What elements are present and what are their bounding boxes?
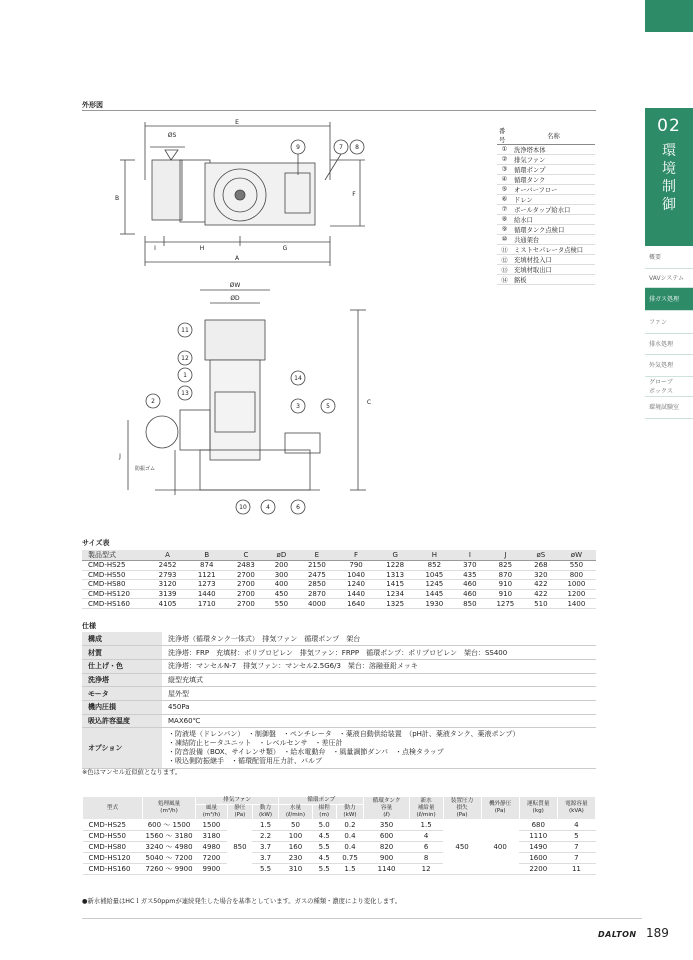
size-cell: 870 bbox=[486, 570, 525, 580]
perf-pump-power: 1.5 bbox=[336, 864, 364, 875]
size-col-header: H bbox=[415, 550, 454, 561]
size-cell: 852 bbox=[415, 561, 454, 571]
perf-pump-power: 0.4 bbox=[336, 831, 364, 842]
perf-header-op-weight: 運転質量 (kg) bbox=[519, 797, 557, 820]
spec-table-body bbox=[82, 632, 596, 769]
perf-airflow: 1560 〜 3180 bbox=[143, 831, 196, 842]
spec-row bbox=[82, 714, 596, 728]
size-cell: 422 bbox=[525, 589, 557, 599]
spec-row bbox=[82, 659, 596, 673]
spec-key: 洗浄塔 bbox=[82, 673, 162, 687]
perf-power: 7 bbox=[557, 842, 595, 853]
perf-airflow: 7260 〜 9900 bbox=[143, 864, 196, 875]
part-number: ⑥ bbox=[497, 195, 512, 205]
parts-row bbox=[497, 255, 595, 265]
perf-fan-power: 1.5 bbox=[252, 820, 278, 831]
dim-label: ØD bbox=[230, 295, 240, 302]
callout: 12 bbox=[181, 355, 189, 362]
chapter-tab[interactable] bbox=[645, 108, 693, 246]
callout: 6 bbox=[296, 504, 300, 511]
perf-fan-power: 3.7 bbox=[252, 853, 278, 864]
size-cell: 1313 bbox=[376, 570, 415, 580]
perf-header-airflow: 処理風量 (m³/h) bbox=[143, 797, 196, 820]
spec-row bbox=[82, 700, 596, 714]
perf-header-make-water: 新水 補給量 (ℓ/min) bbox=[409, 797, 443, 820]
table-row bbox=[83, 842, 596, 853]
nav-item-exhaust-gas[interactable]: 排ガス処理 bbox=[645, 288, 693, 311]
perf-tank: 820 bbox=[364, 842, 409, 853]
spec-value: MAX60℃ bbox=[162, 714, 596, 728]
part-number: ⑧ bbox=[497, 215, 512, 225]
parts-body bbox=[497, 145, 595, 285]
perf-pump-head: 4.5 bbox=[312, 831, 336, 842]
perf-pump-head: 5.0 bbox=[312, 820, 336, 831]
spec-row bbox=[82, 687, 596, 701]
size-cell: 790 bbox=[336, 561, 375, 571]
size-cell: 550 bbox=[265, 599, 297, 609]
perf-pump-head: 4.5 bbox=[312, 853, 336, 864]
perf-loss: 450 bbox=[443, 820, 481, 875]
spec-row bbox=[82, 632, 596, 646]
table-row bbox=[82, 561, 596, 571]
perf-pump-power: 0.2 bbox=[336, 820, 364, 831]
size-cell: 1400 bbox=[557, 599, 596, 609]
perf-airflow: 3240 〜 4980 bbox=[143, 842, 196, 853]
part-number: ① bbox=[497, 145, 512, 155]
size-cell: 2452 bbox=[148, 561, 187, 571]
size-cell: 2700 bbox=[226, 570, 265, 580]
part-number: ⑪ bbox=[497, 245, 512, 255]
part-name: 洗浄塔本体 bbox=[512, 145, 595, 155]
perf-header-loss: 装置圧力 損失 (Pa) bbox=[443, 797, 481, 820]
size-cell: 2700 bbox=[226, 589, 265, 599]
perf-fan-air: 1500 bbox=[196, 820, 228, 831]
size-col-header: C bbox=[226, 550, 265, 561]
perf-op-weight: 2200 bbox=[519, 864, 557, 875]
spec-key: 構成 bbox=[82, 632, 162, 646]
section-title-size: サイズ表 bbox=[82, 539, 110, 547]
perf-op-weight: 1110 bbox=[519, 831, 557, 842]
perf-header-model: 型式 bbox=[83, 797, 143, 820]
table-row bbox=[83, 820, 596, 831]
part-name: ドレン bbox=[512, 195, 595, 205]
size-col-header: B bbox=[187, 550, 226, 561]
size-cell: 450 bbox=[265, 589, 297, 599]
size-cell: 1325 bbox=[376, 599, 415, 609]
nav-item-overview[interactable]: 概要 bbox=[645, 246, 693, 269]
size-cell: 1930 bbox=[415, 599, 454, 609]
size-cell: 460 bbox=[454, 589, 486, 599]
perf-fan-power: 5.5 bbox=[252, 864, 278, 875]
dim-label: I bbox=[154, 245, 156, 252]
size-cell: 422 bbox=[525, 580, 557, 590]
part-number: ② bbox=[497, 155, 512, 165]
spec-row bbox=[82, 646, 596, 660]
part-number: ④ bbox=[497, 175, 512, 185]
table-row bbox=[82, 580, 596, 590]
spec-value: 洗浄塔：マンセルN-7 排気ファン：マンセル2.5G6/3 架台：溶融亜鉛メッキ bbox=[162, 659, 596, 673]
size-cell: 910 bbox=[486, 589, 525, 599]
perf-pump-water: 230 bbox=[279, 853, 313, 864]
size-cell: 1275 bbox=[486, 599, 525, 609]
parts-row bbox=[497, 265, 595, 275]
perf-fan-air: 4980 bbox=[196, 842, 228, 853]
size-table bbox=[82, 550, 596, 609]
size-cell: 2700 bbox=[226, 599, 265, 609]
part-number: ⑦ bbox=[497, 205, 512, 215]
spec-key: 材質 bbox=[82, 646, 162, 660]
size-cell: 1710 bbox=[187, 599, 226, 609]
perf-airflow: 5040 〜 7200 bbox=[143, 853, 196, 864]
size-cell: 1445 bbox=[415, 589, 454, 599]
page-number: 189 bbox=[646, 926, 669, 940]
size-cell: 1000 bbox=[557, 580, 596, 590]
part-name: 共通架台 bbox=[512, 235, 595, 245]
callout: 13 bbox=[181, 390, 189, 397]
perf-power: 5 bbox=[557, 831, 595, 842]
perf-table-body bbox=[83, 820, 596, 875]
parts-row bbox=[497, 145, 595, 155]
callout: 3 bbox=[296, 403, 300, 410]
perf-pump-water: 310 bbox=[279, 864, 313, 875]
dim-label: H bbox=[199, 245, 205, 252]
table-row bbox=[83, 831, 596, 842]
nav-item-vav[interactable]: VAVシステム bbox=[645, 269, 693, 288]
perf-fan-power: 3.7 bbox=[252, 842, 278, 853]
part-number: ⑫ bbox=[497, 255, 512, 265]
dim-label: J bbox=[119, 453, 121, 460]
part-name: 循環ポンプ bbox=[512, 165, 595, 175]
perf-model: CMD-HS50 bbox=[83, 831, 143, 842]
section-title-spec: 仕様 bbox=[82, 622, 96, 630]
size-cell: 800 bbox=[557, 570, 596, 580]
size-col-header: øS bbox=[525, 550, 557, 561]
part-name: 循環タンク点検口 bbox=[512, 225, 595, 235]
size-cell: CMD-HS25 bbox=[82, 561, 148, 571]
size-col-header: G bbox=[376, 550, 415, 561]
perf-pump-water: 50 bbox=[279, 820, 313, 831]
size-cell: CMD-HS160 bbox=[82, 599, 148, 609]
dim-label: G bbox=[282, 245, 288, 252]
parts-row bbox=[497, 165, 595, 175]
spec-value: 洗浄塔：FRP 充填材：ポリプロピレン 排気ファン：FRPP 循環ポンプ：ポリプロピレン 架台：SS400 bbox=[162, 646, 596, 660]
perf-pump-head: 5.5 bbox=[312, 842, 336, 853]
size-cell: 1415 bbox=[376, 580, 415, 590]
callout: 4 bbox=[266, 504, 270, 511]
perf-pump-power: 0.4 bbox=[336, 842, 364, 853]
nav-item-glovebox[interactable]: グローブ ボックス bbox=[645, 377, 693, 397]
size-cell: 1440 bbox=[336, 589, 375, 599]
parts-row bbox=[497, 195, 595, 205]
size-table-body bbox=[82, 561, 596, 609]
size-cell: 1273 bbox=[187, 580, 226, 590]
dim-label: ØW bbox=[229, 282, 241, 289]
perf-model: CMD-HS25 bbox=[83, 820, 143, 831]
dim-label: E bbox=[235, 119, 239, 126]
size-cell: 3120 bbox=[148, 580, 187, 590]
size-table-header bbox=[82, 550, 596, 561]
perf-header-tank: 循環タンク 容量 (ℓ) bbox=[364, 797, 409, 820]
size-cell: 268 bbox=[525, 561, 557, 571]
size-cell: 300 bbox=[265, 570, 297, 580]
callout: 14 bbox=[294, 375, 302, 382]
part-number: ⑤ bbox=[497, 185, 512, 195]
spec-key: 仕上げ・色 bbox=[82, 659, 162, 673]
table-row bbox=[83, 853, 596, 864]
perf-pump-water: 160 bbox=[279, 842, 313, 853]
size-col-header: øD bbox=[265, 550, 297, 561]
perf-fan-air: 9900 bbox=[196, 864, 228, 875]
size-cell: 1240 bbox=[336, 580, 375, 590]
perf-tank: 1140 bbox=[364, 864, 409, 875]
nav-item-fan[interactable]: ファン bbox=[645, 311, 693, 334]
spec-row bbox=[82, 728, 596, 769]
nav-item-drainage[interactable]: 排水処理 bbox=[645, 334, 693, 355]
size-cell: 1234 bbox=[376, 589, 415, 599]
spec-value: ・防液堤（ドレンパン） ・制御盤 ・ペンチレータ ・薬液自動供給装置 （pH計、薬液タンク、薬液ポンプ） ・凍結防止ヒータユニット ・レベルセンサ ・差圧計 ・防音設備（BOX、サイレンサ類） ・給水電動弁 ・風量調節ダンパ ・点検タラップ ・吸込側防振継手 ・循環配管用圧力計、バルブ bbox=[162, 728, 596, 769]
size-col-header: øW bbox=[557, 550, 596, 561]
parts-row bbox=[497, 215, 595, 225]
size-cell: 1640 bbox=[336, 599, 375, 609]
size-cell: 4105 bbox=[148, 599, 187, 609]
size-cell: 460 bbox=[454, 580, 486, 590]
parts-row bbox=[497, 275, 595, 285]
size-cell: 4000 bbox=[297, 599, 336, 609]
perf-pump-head: 5.5 bbox=[312, 864, 336, 875]
callout: 11 bbox=[181, 327, 189, 334]
perf-pump-water: 100 bbox=[279, 831, 313, 842]
parts-row bbox=[497, 245, 595, 255]
parts-row bbox=[497, 155, 595, 165]
perf-header-ext-static: 機外静圧 (Pa) bbox=[481, 797, 519, 820]
dim-label: F bbox=[352, 191, 356, 198]
size-cell: 2793 bbox=[148, 570, 187, 580]
callout: 5 bbox=[326, 403, 330, 410]
callout: 9 bbox=[296, 144, 300, 151]
part-name: 給水口 bbox=[512, 215, 595, 225]
perf-model: CMD-HS80 bbox=[83, 842, 143, 853]
vibration-rubber-label: 防振ゴム bbox=[134, 466, 156, 472]
part-name: ミストセパレータ点検口 bbox=[512, 245, 595, 255]
part-number: ③ bbox=[497, 165, 512, 175]
parts-row bbox=[497, 185, 595, 195]
size-col-header: 製品型式 bbox=[82, 550, 148, 561]
size-cell: 1040 bbox=[336, 570, 375, 580]
spec-value: 縦型充填式 bbox=[162, 673, 596, 687]
parts-row bbox=[497, 175, 595, 185]
part-number: ⑩ bbox=[497, 235, 512, 245]
nav-item-test-room[interactable]: 環境試験室 bbox=[645, 397, 693, 419]
perf-header-pump-group: 循環ポンプ bbox=[279, 797, 364, 805]
perf-op-weight: 1600 bbox=[519, 853, 557, 864]
size-cell: 510 bbox=[525, 599, 557, 609]
chapter-number: 02 bbox=[657, 116, 681, 136]
spec-note: ※色はマンセル近似値となります。 bbox=[82, 769, 182, 776]
size-cell: 1440 bbox=[187, 589, 226, 599]
part-number: ⑬ bbox=[497, 265, 512, 275]
chapter-sidebar bbox=[645, 0, 693, 960]
section-title-outline: 外形図 bbox=[82, 101, 103, 109]
table-row bbox=[82, 570, 596, 580]
callout: 1 bbox=[183, 372, 187, 379]
part-name: 充填材投入口 bbox=[512, 255, 595, 265]
size-cell: 320 bbox=[525, 570, 557, 580]
spec-value: 洗浄塔（循環タンク一体式） 排気ファン 循環ポンプ 架台 bbox=[162, 632, 596, 646]
table-row bbox=[82, 599, 596, 609]
size-cell: 2850 bbox=[297, 580, 336, 590]
size-cell: 370 bbox=[454, 561, 486, 571]
perf-tank: 600 bbox=[364, 831, 409, 842]
spec-table bbox=[82, 632, 596, 769]
spec-key: モータ bbox=[82, 687, 162, 701]
perf-model: CMD-HS160 bbox=[83, 864, 143, 875]
brand-logo: DALTON bbox=[598, 930, 637, 939]
chapter-title: 環 境 制 御 bbox=[662, 143, 676, 213]
size-cell: 550 bbox=[557, 561, 596, 571]
perf-fan-static: 850 bbox=[227, 820, 252, 875]
size-cell: 910 bbox=[486, 580, 525, 590]
size-cell: 850 bbox=[454, 599, 486, 609]
parts-row bbox=[497, 225, 595, 235]
size-cell: CMD-HS120 bbox=[82, 589, 148, 599]
spec-value: 屋外型 bbox=[162, 687, 596, 701]
size-cell: 1121 bbox=[187, 570, 226, 580]
perf-make-water: 12 bbox=[409, 864, 443, 875]
size-cell: 2475 bbox=[297, 570, 336, 580]
performance-table bbox=[82, 796, 596, 875]
callout: 7 bbox=[339, 144, 343, 151]
perf-fan-power: 2.2 bbox=[252, 831, 278, 842]
size-cell: 2150 bbox=[297, 561, 336, 571]
size-cell: 435 bbox=[454, 570, 486, 580]
size-cell: 825 bbox=[486, 561, 525, 571]
perf-make-water: 4 bbox=[409, 831, 443, 842]
size-col-header: J bbox=[486, 550, 525, 561]
perf-tank: 350 bbox=[364, 820, 409, 831]
part-name: オーバーフロー bbox=[512, 185, 595, 195]
part-number: ⑨ bbox=[497, 225, 512, 235]
callout: 8 bbox=[355, 144, 359, 151]
size-cell: 1245 bbox=[415, 580, 454, 590]
perf-note: ●新水補給量はHCｌガス50ppmが連続発生した場合を基準としています。ガスの種類・濃度により変化します。 bbox=[82, 898, 402, 905]
callout: 2 bbox=[151, 398, 155, 405]
size-cell: 2483 bbox=[226, 561, 265, 571]
perf-make-water: 8 bbox=[409, 853, 443, 864]
dim-label: ØS bbox=[167, 132, 177, 139]
size-cell: 1228 bbox=[376, 561, 415, 571]
size-col-header: I bbox=[454, 550, 486, 561]
parts-header: 番号 名称 bbox=[497, 126, 595, 145]
spec-row bbox=[82, 673, 596, 687]
perf-make-water: 6 bbox=[409, 842, 443, 853]
perf-fan-air: 3180 bbox=[196, 831, 228, 842]
perf-tank: 900 bbox=[364, 853, 409, 864]
spec-key: 吸込許容温度 bbox=[82, 714, 162, 728]
spec-key: 機内圧損 bbox=[82, 700, 162, 714]
size-cell: 1200 bbox=[557, 589, 596, 599]
perf-header-row-2: 風量 (m³/h) 静圧 (Pa) 動力 (kW) 水量 (ℓ/min) 揚程 (m) 動力 (kW) bbox=[83, 805, 596, 820]
size-cell: 2870 bbox=[297, 589, 336, 599]
perf-op-weight: 680 bbox=[519, 820, 557, 831]
size-cell: 400 bbox=[265, 580, 297, 590]
part-name: 銘板 bbox=[512, 275, 595, 285]
callout: 10 bbox=[239, 504, 247, 511]
part-name: 排気ファン bbox=[512, 155, 595, 165]
perf-pump-power: 0.75 bbox=[336, 853, 364, 864]
table-row bbox=[82, 589, 596, 599]
part-number: ⑭ bbox=[497, 275, 512, 285]
perf-fan-air: 7200 bbox=[196, 853, 228, 864]
parts-row bbox=[497, 235, 595, 245]
parts-list bbox=[497, 126, 595, 285]
perf-header-power: 電源容量 (kVA) bbox=[557, 797, 595, 820]
size-cell: CMD-HS50 bbox=[82, 570, 148, 580]
perf-power: 4 bbox=[557, 820, 595, 831]
perf-header-row-1 bbox=[83, 797, 596, 805]
perf-header-fan-group: 排気ファン bbox=[196, 797, 279, 805]
perf-power: 7 bbox=[557, 853, 595, 864]
table-row bbox=[83, 864, 596, 875]
dim-label: A bbox=[234, 255, 240, 262]
part-name: ボールタップ給水口 bbox=[512, 205, 595, 215]
parts-row bbox=[497, 205, 595, 215]
size-cell: CMD-HS80 bbox=[82, 580, 148, 590]
nav-item-outdoor-air[interactable]: 外気処理 bbox=[645, 355, 693, 377]
dim-label: C bbox=[366, 399, 372, 406]
sidebar-top-band bbox=[645, 0, 693, 32]
perf-make-water: 1.5 bbox=[409, 820, 443, 831]
size-col-header: A bbox=[148, 550, 187, 561]
size-cell: 1045 bbox=[415, 570, 454, 580]
size-cell: 200 bbox=[265, 561, 297, 571]
spec-key: オプション bbox=[82, 728, 162, 769]
size-col-header: E bbox=[297, 550, 336, 561]
perf-op-weight: 1490 bbox=[519, 842, 557, 853]
perf-model: CMD-HS120 bbox=[83, 853, 143, 864]
footer-rule bbox=[82, 918, 642, 919]
size-cell: 874 bbox=[187, 561, 226, 571]
size-col-header: F bbox=[336, 550, 375, 561]
dim-label: B bbox=[114, 195, 120, 202]
perf-airflow: 600 〜 1500 bbox=[143, 820, 196, 831]
perf-ext-static: 400 bbox=[481, 820, 519, 875]
size-cell: 3139 bbox=[148, 589, 187, 599]
size-cell: 2700 bbox=[226, 580, 265, 590]
perf-power: 11 bbox=[557, 864, 595, 875]
part-name: 循環タンク bbox=[512, 175, 595, 185]
spec-value: 450Pa bbox=[162, 700, 596, 714]
part-name: 充填材取出口 bbox=[512, 265, 595, 275]
